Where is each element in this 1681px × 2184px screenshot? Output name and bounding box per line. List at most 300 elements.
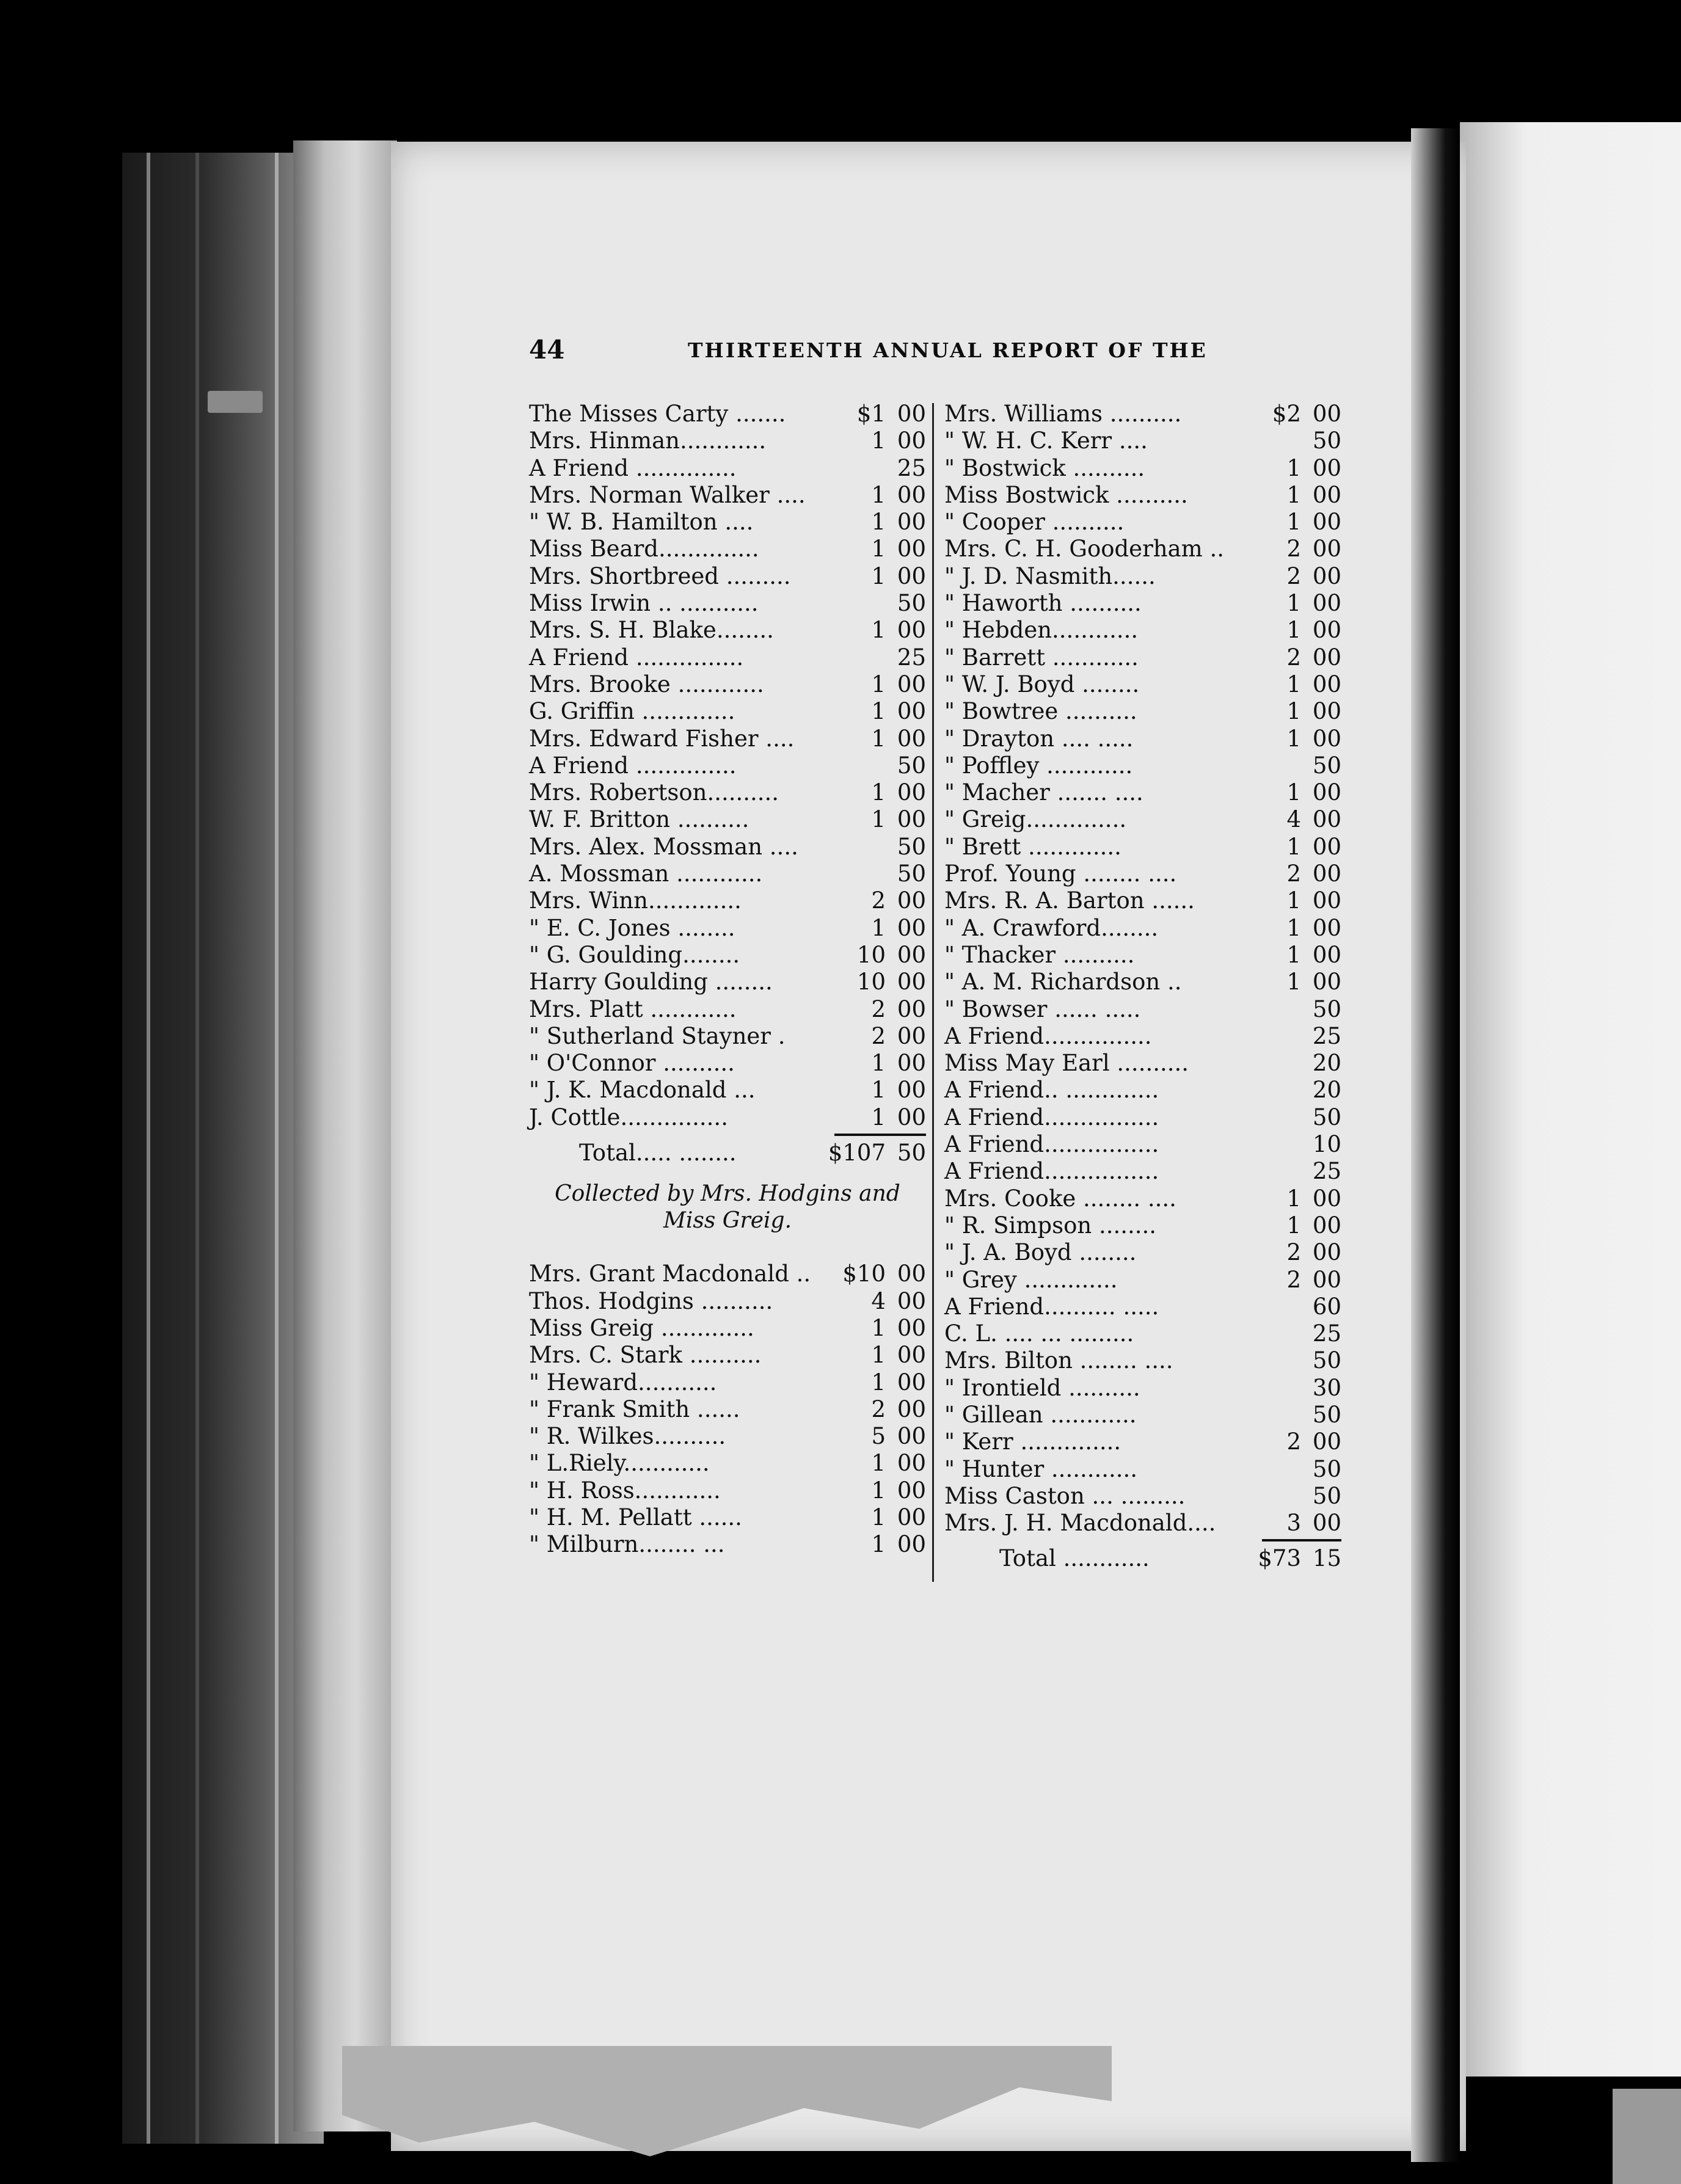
amount-dollars: 1	[1286, 1185, 1301, 1212]
ledger-row	[529, 1342, 926, 1369]
ledger-row	[529, 834, 926, 861]
donor-name: A Friend................	[944, 1158, 1159, 1185]
ledger-row	[944, 1294, 1341, 1320]
ledger-row	[529, 590, 926, 617]
amount-cents: 00	[1312, 454, 1341, 481]
amount-dollars: 1	[871, 1450, 886, 1477]
donor-name: " R. Simpson ........	[944, 1212, 1157, 1239]
amount-cents: 00	[1312, 590, 1341, 617]
amount-cents: 00	[897, 1396, 926, 1422]
donor-name: G. Griffin .............	[529, 698, 735, 725]
amount-dollars: 1	[871, 779, 886, 806]
ledger-row	[529, 455, 926, 482]
amount-cents: 00	[897, 1050, 926, 1077]
amount-dollars: 1	[871, 1050, 886, 1077]
amount-cents: 00	[897, 1504, 926, 1531]
amount-cents: 00	[897, 428, 926, 454]
amount-cents: 30	[1312, 1374, 1341, 1401]
amount-dollars: 1	[1286, 671, 1301, 697]
ledger-row	[944, 1347, 1341, 1374]
ledger-row	[944, 1185, 1341, 1212]
ledger-row	[944, 1104, 1341, 1131]
ledger-row	[529, 1261, 926, 1287]
amount-cents: 00	[897, 562, 926, 589]
donor-name: A Friend................	[944, 1131, 1159, 1158]
amount-cents: 00	[897, 887, 926, 914]
amount-dollars: 1	[871, 1369, 886, 1396]
ledger-row	[529, 1315, 926, 1342]
donor-name: Mrs. C. Stark ..........	[529, 1342, 762, 1369]
running-title: THIRTEENTH ANNUAL REPORT OF THE	[688, 338, 1208, 362]
amount-cents: 00	[897, 1104, 926, 1130]
total-row	[529, 1140, 926, 1167]
ledger-row	[944, 1510, 1341, 1537]
ledger-row	[529, 482, 926, 509]
amount-dollars: 1	[1286, 590, 1301, 617]
ledger-row	[944, 752, 1341, 779]
amount-dollars: 1	[1286, 887, 1301, 914]
ledger-row	[944, 915, 1341, 942]
donor-name: A Friend.. .............	[944, 1077, 1159, 1104]
ledger-row	[529, 617, 926, 644]
amount-cents: 00	[897, 996, 926, 1022]
ledger-row	[529, 915, 926, 942]
amount-dollars: 1	[871, 914, 886, 941]
donor-name: C. L. .... ... .........	[944, 1320, 1134, 1347]
amount-cents: 00	[897, 1314, 926, 1341]
ledger-row	[529, 861, 926, 887]
donor-name: A Friend.......... .....	[944, 1293, 1159, 1320]
amount-cents: 00	[1312, 1510, 1341, 1537]
donor-name: A Friend ..............	[529, 454, 737, 481]
amount-dollars: 1	[1286, 454, 1301, 481]
ledger-row	[944, 1212, 1341, 1239]
donor-name: " Hunter ............	[944, 1455, 1138, 1482]
donor-name: Total..... ........	[579, 1140, 737, 1167]
ledger-row	[529, 671, 926, 698]
amount-cents: 00	[897, 1450, 926, 1477]
amount-cents: 00	[897, 1261, 926, 1287]
amount-cents: 00	[1312, 887, 1341, 914]
ledger-row	[944, 509, 1341, 536]
donor-name: " Frank Smith ......	[529, 1396, 740, 1422]
amount-dollars: 1	[1286, 833, 1301, 860]
amount-cents: 00	[1312, 1239, 1341, 1266]
ledger-row	[944, 779, 1341, 806]
amount-dollars: 1	[871, 806, 886, 833]
amount-cents: 60	[1312, 1293, 1341, 1320]
amount-cents: 00	[897, 1287, 926, 1314]
amount-cents: 25	[1312, 1022, 1341, 1049]
amount-cents: 50	[1312, 752, 1341, 779]
ledger-row	[529, 996, 926, 1023]
column-divider	[932, 403, 934, 1582]
total-row	[944, 1545, 1341, 1572]
amount-dollars: 1	[1286, 725, 1301, 752]
left-column	[529, 401, 926, 1559]
donor-name: Mrs. Alex. Mossman ....	[529, 833, 798, 860]
ledger-row	[529, 1077, 926, 1104]
amount-cents: 00	[1312, 1212, 1341, 1239]
ledger-row	[944, 698, 1341, 725]
donor-name: " Kerr ..............	[944, 1429, 1121, 1455]
ledger-row	[529, 428, 926, 454]
amount-dollars: 10	[856, 969, 886, 996]
ledger-row	[944, 806, 1341, 833]
amount-cents: 00	[1312, 698, 1341, 725]
amount-cents: 00	[1312, 671, 1341, 697]
donor-name: Thos. Hodgins ..........	[529, 1287, 773, 1314]
donor-name: Mrs. Shortbreed .........	[529, 562, 791, 589]
amount-cents: 00	[897, 1022, 926, 1049]
amount-dollars: 2	[871, 1396, 886, 1422]
donor-name: " R. Wilkes..........	[529, 1423, 726, 1450]
collected-heading-line: Miss Greig.	[663, 1208, 792, 1234]
donor-name: Harry Goulding ........	[529, 969, 773, 996]
ledger-row	[944, 1131, 1341, 1158]
amount-dollars: 2	[1286, 562, 1301, 589]
amount-cents: 00	[1312, 969, 1341, 996]
amount-dollars: 1	[871, 1314, 886, 1341]
amount-cents: 00	[897, 969, 926, 996]
donor-name: " W. J. Boyd ........	[944, 671, 1140, 697]
ledger-row	[944, 1050, 1341, 1077]
amount-cents: 50	[897, 833, 926, 860]
ledger-row	[944, 1023, 1341, 1050]
donor-name: " Barrett ............	[944, 644, 1139, 671]
ledger-row	[944, 1158, 1341, 1185]
donor-name: " Haworth ..........	[944, 590, 1142, 617]
donor-name: A Friend ...............	[529, 644, 744, 671]
donor-name: " Sutherland Stayner .	[529, 1022, 786, 1049]
ledger-row	[944, 1456, 1341, 1483]
amount-cents: 00	[1312, 833, 1341, 860]
amount-cents: 00	[897, 401, 926, 427]
donor-name: Mrs. Norman Walker ....	[529, 481, 806, 508]
amount-dollars: $73	[1258, 1545, 1301, 1572]
amount-dollars: 2	[1286, 1429, 1301, 1455]
amount-cents: 20	[1312, 1077, 1341, 1104]
ledger-row	[944, 644, 1341, 671]
ledger-row	[944, 590, 1341, 617]
ledger-row	[944, 726, 1341, 752]
donor-name: " Irontield ..........	[944, 1374, 1140, 1401]
ledger-row	[529, 644, 926, 671]
ledger-row	[529, 1050, 926, 1077]
total-rule-wrap	[529, 1131, 926, 1140]
amount-cents: 50	[897, 861, 926, 887]
donor-name: " Bowser ...... .....	[944, 996, 1141, 1022]
donor-name: " J. K. Macdonald ...	[529, 1077, 756, 1104]
amount-dollars: $10	[842, 1261, 886, 1287]
ledger-row	[529, 1369, 926, 1396]
facing-page-corner	[1613, 2089, 1681, 2184]
amount-cents: 15	[1312, 1545, 1341, 1572]
donor-name: W. F. Britton ..........	[529, 806, 749, 833]
facing-page	[1460, 122, 1681, 2077]
amount-cents: 50	[1312, 1104, 1341, 1130]
donor-name: " H. M. Pellatt ......	[529, 1504, 742, 1531]
amount-dollars: 1	[871, 725, 886, 752]
donor-name: " L.Riely............	[529, 1450, 710, 1477]
donor-name: " W. B. Hamilton ....	[529, 509, 754, 536]
donor-name: " Greig..............	[944, 806, 1127, 833]
ledger-row	[529, 969, 926, 996]
amount-dollars: 2	[1286, 1239, 1301, 1266]
amount-dollars: 1	[871, 428, 886, 454]
ledger-row	[944, 1320, 1341, 1347]
amount-dollars: 2	[871, 887, 886, 914]
ledger-row	[529, 1450, 926, 1477]
amount-cents: 50	[1312, 1482, 1341, 1509]
donor-name: A. Mossman ............	[529, 861, 763, 887]
donor-name: Mrs. Brooke ............	[529, 671, 764, 697]
amount-cents: 00	[1312, 562, 1341, 589]
donor-name: Mrs. S. H. Blake........	[529, 617, 774, 644]
amount-dollars: 1	[1286, 941, 1301, 968]
ledger-row	[944, 861, 1341, 887]
ledger-row	[529, 752, 926, 779]
ledger-row	[944, 455, 1341, 482]
ledger-row	[944, 482, 1341, 509]
amount-cents: 50	[1312, 1455, 1341, 1482]
ledger-row	[529, 806, 926, 833]
ledger-row	[944, 617, 1341, 644]
amount-dollars: 1	[871, 617, 886, 644]
amount-dollars: 3	[1286, 1510, 1301, 1537]
amount-dollars: 1	[871, 481, 886, 508]
donor-name: " A. Crawford........	[944, 914, 1159, 941]
donor-name: " Hebden............	[944, 617, 1139, 644]
amount-cents: 50	[897, 752, 926, 779]
amount-dollars: 1	[1286, 969, 1301, 996]
donor-name: Mrs. Robertson..........	[529, 779, 779, 806]
donor-name: Miss Caston ... .........	[944, 1482, 1186, 1509]
donor-name: Miss May Earl ..........	[944, 1050, 1189, 1077]
amount-cents: 00	[897, 536, 926, 562]
ledger-row	[944, 1483, 1341, 1510]
donor-name: " Bowtree ..........	[944, 698, 1137, 725]
amount-cents: 00	[1312, 914, 1341, 941]
donor-name: Miss Irwin .. ...........	[529, 590, 759, 617]
amount-dollars: 2	[871, 996, 886, 1022]
ledger-row	[529, 942, 926, 969]
total-rule-wrap	[944, 1537, 1341, 1545]
donor-name: " Poffley ............	[944, 752, 1133, 779]
amount-cents: 00	[1312, 401, 1341, 427]
ledger-row	[529, 1531, 926, 1558]
amount-dollars: 2	[1286, 644, 1301, 671]
amount-cents: 00	[1312, 644, 1341, 671]
ledger-row	[944, 1429, 1341, 1455]
amount-cents: 00	[1312, 941, 1341, 968]
donor-name: Mrs. R. A. Barton ......	[944, 887, 1195, 914]
amount-cents: 25	[897, 644, 926, 671]
donor-name: " H. Ross............	[529, 1477, 721, 1504]
amount-dollars: 1	[871, 536, 886, 562]
donor-name: " A. M. Richardson ..	[944, 969, 1182, 996]
ledger-row	[944, 401, 1341, 428]
donor-name: Mrs. Edward Fisher ....	[529, 725, 795, 752]
ledger-row	[944, 428, 1341, 454]
donor-name: " Thacker ..........	[944, 941, 1135, 968]
binding-tab	[208, 391, 263, 413]
total-rule	[1262, 1539, 1341, 1542]
amount-dollars: 2	[1286, 1266, 1301, 1293]
ledger-row	[529, 536, 926, 562]
amount-cents: 00	[897, 941, 926, 968]
ledger-row	[944, 1375, 1341, 1402]
ledger-row	[944, 536, 1341, 562]
amount-cents: 00	[1312, 806, 1341, 833]
donor-name: A Friend ..............	[529, 752, 737, 779]
donor-name: The Misses Carty .......	[529, 401, 786, 427]
amount-cents: 00	[897, 1531, 926, 1558]
ledger-row	[944, 1077, 1341, 1104]
donor-name: " W. H. C. Kerr ....	[944, 428, 1148, 454]
amount-cents: 25	[1312, 1320, 1341, 1347]
donor-name: A Friend...............	[944, 1022, 1152, 1049]
donor-name: " Grey .............	[944, 1266, 1118, 1293]
ledger-row	[944, 996, 1341, 1023]
amount-cents: 00	[1312, 725, 1341, 752]
donor-name: Mrs. Williams ..........	[944, 401, 1182, 427]
amount-cents: 00	[897, 698, 926, 725]
amount-dollars: 1	[1286, 914, 1301, 941]
donor-name: Miss Bostwick ..........	[944, 481, 1188, 508]
amount-cents: 00	[1312, 481, 1341, 508]
amount-cents: 00	[897, 779, 926, 806]
amount-dollars: $107	[828, 1140, 886, 1167]
amount-dollars: 4	[1286, 806, 1301, 833]
ledger-row	[944, 1239, 1341, 1266]
ledger-row	[944, 563, 1341, 590]
donor-name: " Drayton .... .....	[944, 725, 1134, 752]
donor-name: Mrs. J. H. Macdonald....	[944, 1510, 1216, 1537]
ledger-row	[529, 1288, 926, 1315]
amount-cents: 50	[1312, 1401, 1341, 1428]
donor-name: Mrs. Grant Macdonald ..	[529, 1261, 811, 1287]
ledger-row	[529, 401, 926, 428]
amount-cents: 50	[897, 1140, 926, 1167]
donor-name: Mrs. C. H. Gooderham ..	[944, 536, 1225, 562]
amount-cents: 00	[1312, 509, 1341, 536]
amount-dollars: 5	[871, 1423, 886, 1450]
ledger-row	[529, 779, 926, 806]
ledger-row	[944, 671, 1341, 698]
amount-dollars: $2	[1272, 401, 1301, 427]
amount-cents: 00	[897, 509, 926, 536]
amount-cents: 00	[1312, 1429, 1341, 1455]
donor-name: A Friend................	[944, 1104, 1159, 1130]
donor-name: " Heward...........	[529, 1369, 717, 1396]
gutter	[1411, 128, 1460, 2162]
amount-cents: 25	[897, 454, 926, 481]
ledger-row	[529, 1504, 926, 1531]
ledger-row	[529, 1104, 926, 1131]
page-header	[529, 335, 1213, 371]
donor-name: " Milburn........ ...	[529, 1531, 725, 1558]
ledger-row	[529, 726, 926, 752]
amount-dollars: 1	[871, 1504, 886, 1531]
right-column	[944, 401, 1341, 1573]
amount-cents: 25	[1312, 1158, 1341, 1185]
donor-name: " Gillean ............	[944, 1401, 1137, 1428]
ledger-row	[529, 887, 926, 914]
amount-cents: 50	[1312, 1347, 1341, 1374]
amount-cents: 00	[897, 1077, 926, 1104]
amount-cents: 00	[897, 1477, 926, 1504]
ledger-row	[944, 969, 1341, 996]
total-rule	[834, 1134, 926, 1136]
ledger-row	[529, 563, 926, 590]
amount-dollars: 2	[1286, 536, 1301, 562]
ledger-row	[529, 1396, 926, 1423]
amount-dollars: 1	[1286, 1212, 1301, 1239]
amount-cents: 50	[1312, 996, 1341, 1022]
ledger-row	[529, 698, 926, 725]
amount-cents: 00	[897, 1342, 926, 1369]
amount-dollars: 1	[871, 509, 886, 536]
donor-name: " Cooper ..........	[944, 509, 1125, 536]
amount-cents: 00	[897, 1423, 926, 1450]
donor-name: " J. D. Nasmith......	[944, 562, 1156, 589]
page-number: 44	[529, 335, 565, 365]
amount-cents: 00	[1312, 536, 1341, 562]
amount-dollars: 1	[871, 1104, 886, 1130]
page-edges	[293, 140, 397, 2131]
amount-dollars: 1	[871, 1531, 886, 1558]
amount-cents: 00	[897, 671, 926, 697]
ledger-row	[944, 1267, 1341, 1294]
ledger-row	[529, 1423, 926, 1450]
donor-name: Mrs. Platt ............	[529, 996, 737, 1022]
amount-cents: 00	[1312, 1266, 1341, 1293]
donor-name: " Macher ....... ....	[944, 779, 1143, 806]
amount-dollars: 1	[871, 1342, 886, 1369]
donor-name: " Brett .............	[944, 833, 1121, 860]
ledger-row	[944, 942, 1341, 969]
donor-name: J. Cottle...............	[529, 1104, 728, 1130]
donor-name: Mrs. Hinman............	[529, 428, 767, 454]
amount-dollars: 10	[856, 941, 886, 968]
donor-name: " J. A. Boyd ........	[944, 1239, 1137, 1266]
amount-cents: 50	[897, 590, 926, 617]
ledger-row	[529, 1023, 926, 1050]
amount-cents: 20	[1312, 1050, 1341, 1077]
amount-cents: 00	[1312, 779, 1341, 806]
amount-cents: 00	[897, 481, 926, 508]
donor-name: Mrs. Winn.............	[529, 887, 742, 914]
donor-name: " O'Connor ..........	[529, 1050, 735, 1077]
amount-dollars: 1	[1286, 698, 1301, 725]
amount-dollars: 1	[1286, 509, 1301, 536]
amount-dollars: 4	[871, 1287, 886, 1314]
amount-cents: 00	[897, 1369, 926, 1396]
amount-cents: 00	[1312, 617, 1341, 644]
donor-name: Miss Beard..............	[529, 536, 759, 562]
collected-heading	[529, 1181, 926, 1261]
amount-dollars: 1	[1286, 617, 1301, 644]
donor-name: " Bostwick ..........	[944, 454, 1145, 481]
ledger-row	[529, 509, 926, 536]
amount-cents: 00	[897, 914, 926, 941]
donor-name: " G. Goulding........	[529, 941, 740, 968]
amount-dollars: 1	[871, 1477, 886, 1504]
amount-cents: 50	[1312, 428, 1341, 454]
amount-cents: 00	[1312, 861, 1341, 887]
amount-dollars: $1	[856, 401, 886, 427]
